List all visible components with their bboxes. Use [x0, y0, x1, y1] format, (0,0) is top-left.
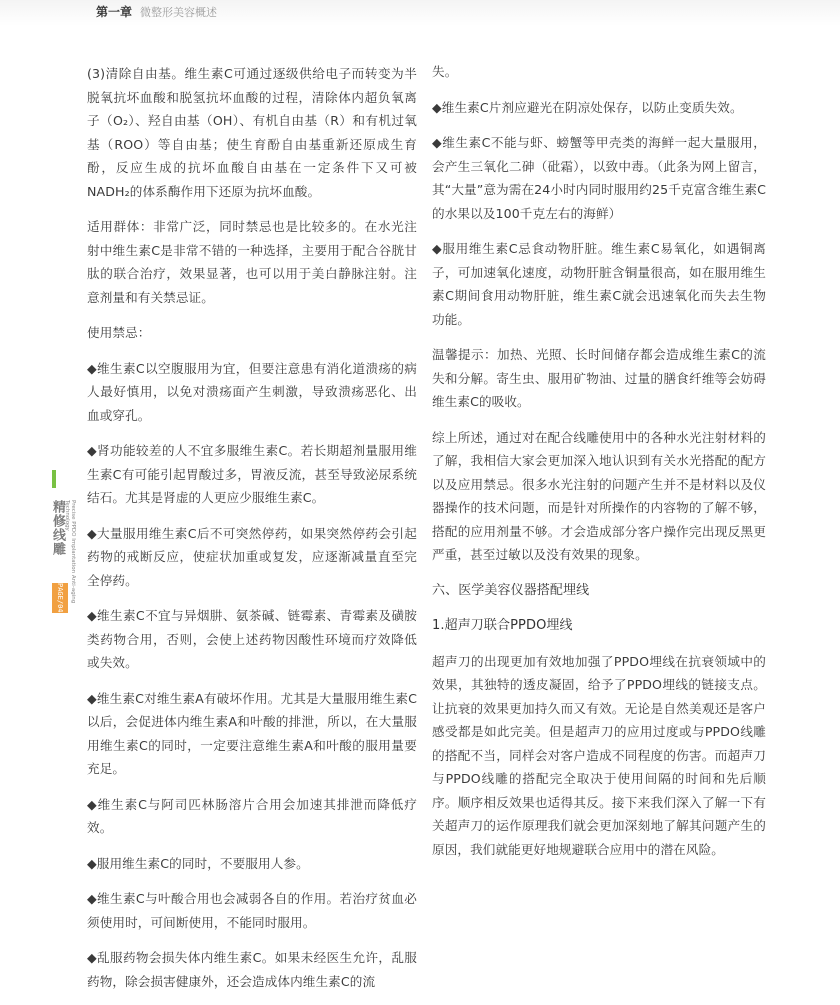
subsection-heading: 1.超声刀联合PPDO埋线 [432, 618, 573, 633]
paragraph: 适用群体：非常广泛，同时禁忌也是比较多的。在水光注射中维生素C是非常不错的一种选择，主要用于配合谷胱甘肽的联合治疗，效果显著，也可以用于美白静脉注射。注意剂量和有关禁忌证。 [87, 219, 417, 305]
paragraph: 超声刀的出现更加有效地加强了PPDO埋线在抗衰领域中的效果，其独特的透皮凝固，给予了PPDO埋线的链接支点。让抗衰的效果更加持久而又有效。无论是自然美观还是客户感受都是如此完美。但是超声刀的应用过度或与PPDO线雕的搭配不当，同样会对客户造成不同程度的伤害。而超声刀与PPDO线雕的搭配完全取决于使用间隔的时间和先后顺序。顺序相反效果也适得其反。接下来我们深入了解一下有关超声刀的运作原理我们就会更加深刻地了解其问题产生的原因，我们就能更好地规避联合应用中的潜在风险。 [432, 653, 766, 857]
paragraph: ◆肾功能较差的人不宜多服维生素C。若长期超剂量服用维生素C有可能引起胃酸过多，胃液反流，甚至导致泌尿系统结石。尤其是肾虚的人更应少服维生素C。 [87, 443, 417, 505]
side-accent-mark [52, 470, 56, 488]
side-subtitle: Precise PPDO Implantation Anti-aging Technology [64, 500, 76, 604]
chapter-label [96, 3, 217, 20]
paragraph: ◆维生素C对维生素A有破坏作用。尤其是大量服用维生素C以后，会促进体内维生素A和叶酸的排泄，所以，在大量服用维生素C的同时，一定要注意维生素A和叶酸的服用量要充足。 [87, 690, 417, 776]
paragraph: 失。 [432, 64, 458, 79]
chapter-title: 微整形美容概述 [140, 6, 218, 19]
paragraph: 综上所述，通过对在配合线雕使用中的各种水光注射材料的了解，我相信大家会更加深入地认识到有关水光搭配的配方以及应用禁忌。很多水光注射的问题产生并不是材料以及仪器操作的技术问题，而是针对所操作的内容物的了解不够，搭配的应用剂量不够。才会造成部分客户操作完出现反黑更严重，甚至过敏以及没有效果的现象。 [432, 429, 766, 562]
page-header [0, 0, 840, 26]
right-column [432, 60, 766, 873]
paragraph: 温馨提示：加热、光照、长时间储存都会造成维生素C的流失和分解。寄生虫、服用矿物油、过量的膳食纤维等会妨碍维生素C的吸收。 [432, 347, 766, 409]
left-column [87, 62, 417, 1005]
paragraph: ◆维生素C不宜与异烟肼、氨茶碱、链霉素、青霉素及磺胺类药物合用，否则，会使上述药物因酸性环境而疗效降低或失效。 [87, 608, 417, 670]
paragraph: 使用禁忌： [87, 325, 151, 340]
paragraph: ◆维生素C与阿司匹林肠溶片合用会加速其排泄而降低疗效。 [87, 796, 417, 835]
chapter-number: 第一章 [96, 5, 133, 19]
paragraph: ◆服用维生素C忌食动物肝脏。维生素C易氧化，如遇铜离子，可加速氧化速度，动物肝脏含铜量很高，如在服用维生素C期间食用动物肝脏，维生素C就会迅速氧化而失去生物功能。 [432, 241, 766, 327]
paragraph: ◆服用维生素C的同时，不要服用人参。 [87, 855, 309, 871]
paragraph: (3)清除自由基。维生素C可通过逐级供给电子而转变为半脱氧抗坏血酸和脱氢抗坏血酸的过程，清除体内超负氧离子（O₂）、羟自由基（OH）、有机自由基（R）和有机过氧基（ROO）等自由基；使生育酚自由基重新还原成生育酚，反应生成的抗坏血酸自由基在一定条件下又可被NADH₂的体系酶作用下还原为抗坏血酸。 [87, 66, 417, 199]
side-title: 精修线雕 [50, 500, 65, 556]
page-number-badge: PAGE/040 [52, 583, 68, 613]
paragraph: ◆维生素C不能与虾、螃蟹等甲壳类的海鲜一起大量服用，会产生三氧化二砷（砒霜），以致中毒。（此条为网上留言，其“大量”意为需在24小时内同时服用约25千克富含维生素C的水果以及100千克左右的海鲜） [432, 135, 766, 221]
paragraph: ◆乱服药物会损失体内维生素C。如果未经医生允许，乱服药物，除会损害健康外，还会造成体内维生素C的流 [87, 950, 417, 989]
paragraph: ◆维生素C与叶酸合用也会减弱各自的作用。若治疗贫血必须使用时，可间断使用，不能同时服用。 [87, 891, 417, 930]
section-heading: 六、医学美容仪器搭配埋线 [432, 582, 590, 598]
paragraph: ◆维生素C以空腹服用为宜，但要注意患有消化道溃疡的病人最好慎用，以免对溃疡面产生刺激，导致溃疡恶化、出血或穿孔。 [87, 360, 417, 423]
paragraph: ◆维生素C片剂应避光在阴凉处保存，以防止变质失效。 [432, 99, 743, 115]
paragraph: ◆大量服用维生素C后不可突然停药，如果突然停药会引起药物的戒断反应，使症状加重或复发，应逐渐减量直至完全停药。 [87, 525, 417, 588]
